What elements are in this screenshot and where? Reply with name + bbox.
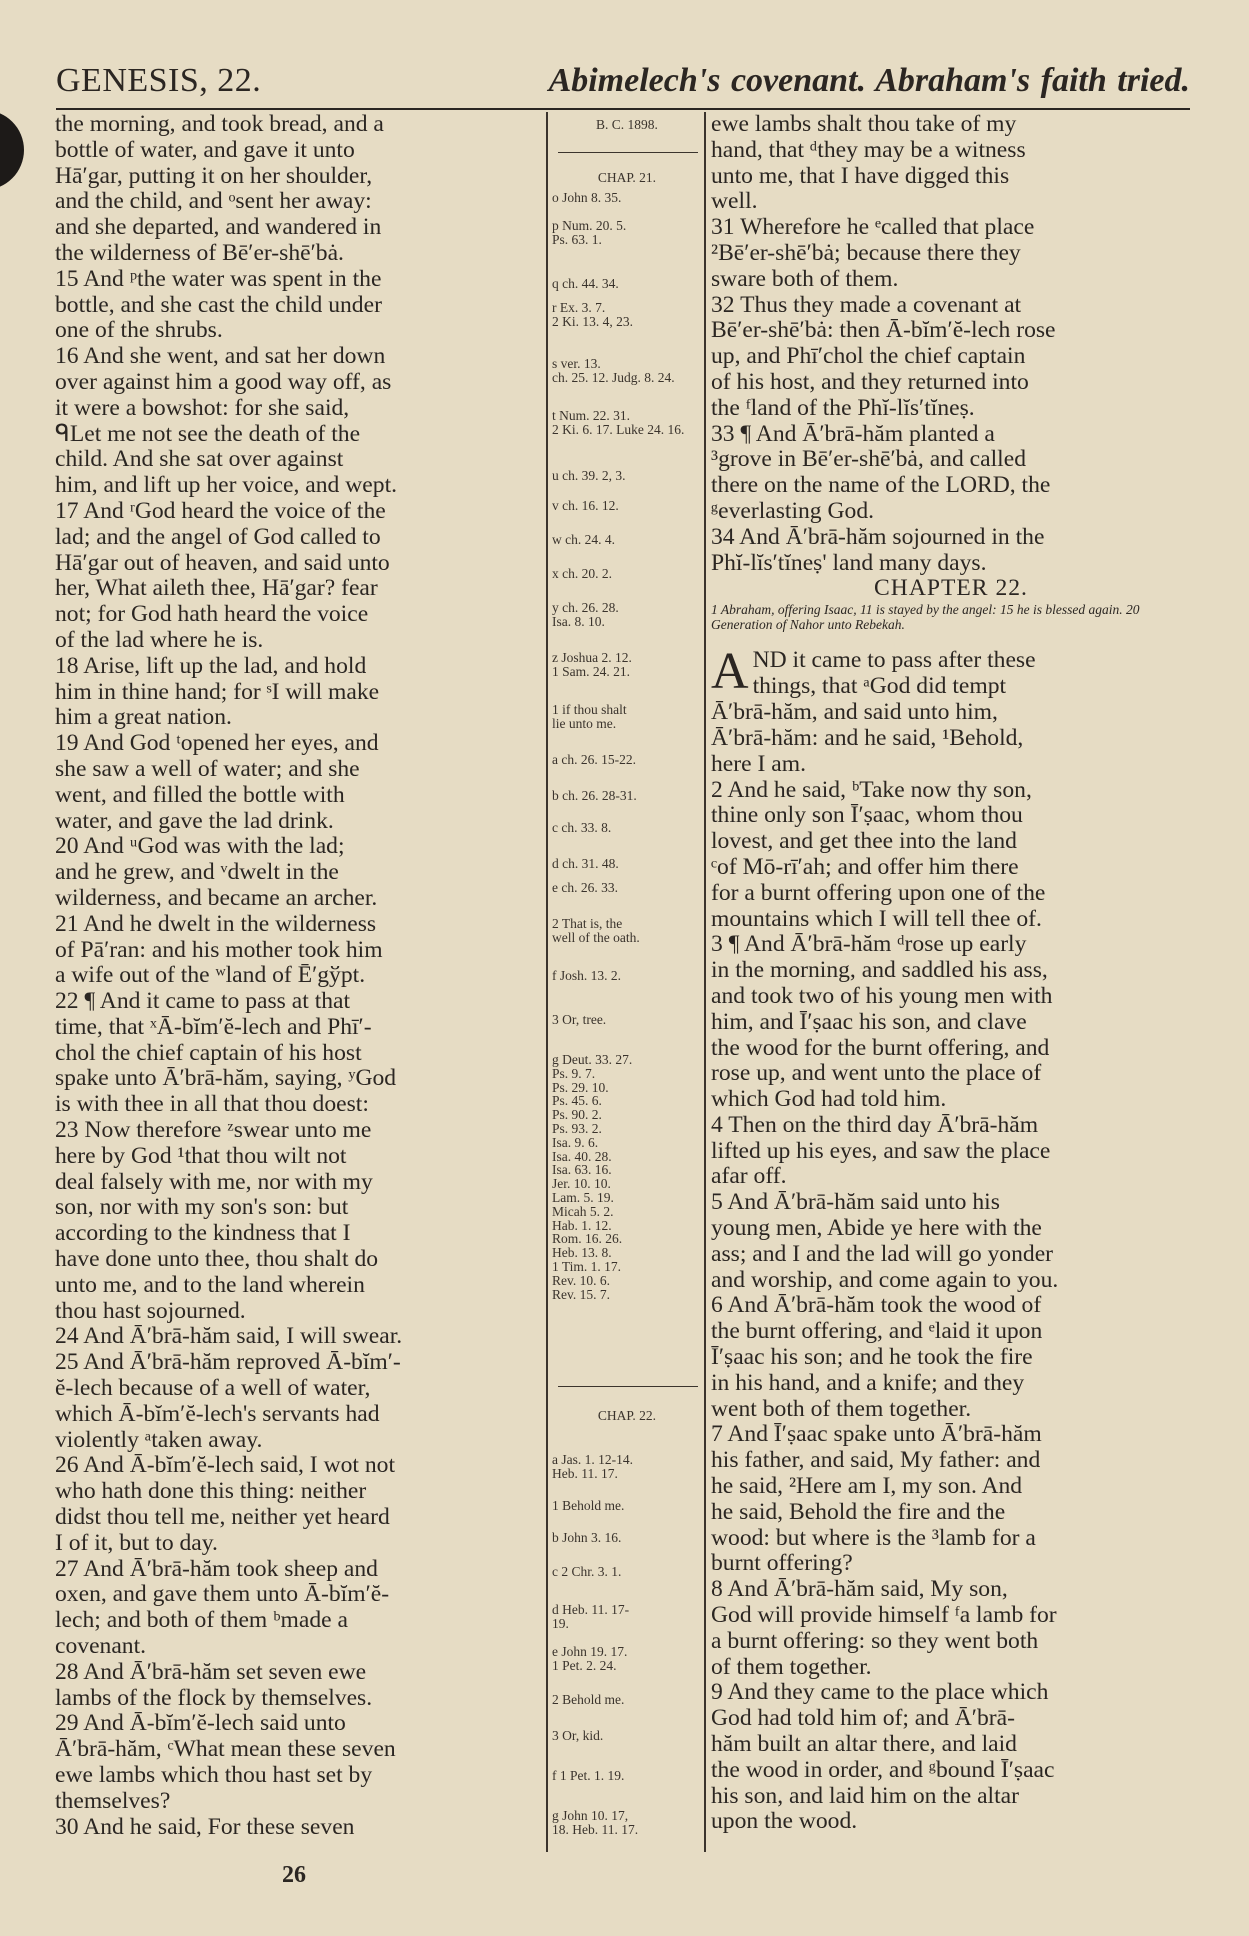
text-line: 21 And he dwelt in the wilderness [55,911,377,937]
cross-reference: Ps. 45. 6. [552,1093,602,1109]
cross-reference: Lam. 5. 19. [552,1190,614,1205]
text-line: burnt offering? [711,1551,853,1577]
cross-reference: b ch. 26. 28-31. [552,788,637,803]
cross-reference: 1 Behold me. [552,1498,625,1513]
text-line: for a burnt offering upon one of the [711,880,1046,906]
text-line: 28 And Ā′brā-hăm set seven ewe [55,1659,367,1685]
text-line: she saw a well of water; and she [55,756,360,782]
cross-reference: 1 Tim. 1. 17. [552,1259,622,1274]
text-line: 25 And Ā′brā-hăm reproved Ā-bĭm′- [55,1350,401,1376]
text-line: in his hand, and a knife; and they [711,1370,1025,1396]
text-line: which Ā-bĭm′ĕ-lech's servants had [55,1401,380,1427]
text-line: his father, and said, My father: and [711,1448,1041,1474]
text-line: a wife out of the ʷland of Ē′gўpt. [55,963,366,989]
text-line: lifted up his eyes, and saw the place [711,1138,1051,1164]
left-text-column [55,112,540,1840]
cross-reference: f Josh. 13. 2. [552,968,622,983]
text-line: mountains which I will tell thee of. [711,906,1042,932]
text-line: 16 And she went, and sat her down [55,344,386,370]
text-line: 4 Then on the third day Ā′brā-hăm [711,1112,1039,1138]
text-line: him, and Ī′ṣaac his son, and clave [711,1009,1027,1035]
cross-reference: Ps. 90. 2. [552,1107,602,1123]
text-line: Ā′brā-hăm, and said unto him, [711,700,998,726]
text-line: bottle of water, and gave it unto [55,137,355,163]
cross-reference: d ch. 31. 48. [552,856,619,871]
right-text-column [711,112,1191,1835]
text-line: 19 And God ᵗopened her eyes, and [55,731,379,757]
text-line: ND it came to pass after these [752,648,1036,674]
text-line: 31 Wherefore he ᵉcalled that place [711,215,1035,241]
text-line: over against him a good way off, as [55,369,392,395]
chapter-opening [711,643,1191,701]
cross-reference: d Heb. 11. 17- [552,1602,630,1617]
chapter-summary: 1 Abraham, offering Isaac, 11 is stayed by the angel: 15 he is blessed again. 20 Generation of Nahor unto Rebekah. [711,602,1140,633]
text-line: of the lad where he is. [55,627,264,653]
cross-reference: b John 3. 16. [552,1530,622,1545]
text-line: it were a bowshot: for she said, [55,395,350,421]
right-top-verses [711,112,1191,576]
text-line: 30 And he said, For these seven [55,1814,355,1840]
text-line: chol the chief captain of his host [55,1040,362,1066]
cross-reference: z Joshua 2. 12. [552,650,632,665]
cross-reference: v ch. 16. 12. [552,498,619,513]
cross-reference: 2 Ki. 13. 4, 23. [552,314,633,329]
text-line: the morning, and took bread, and a [55,112,384,137]
text-line: things, that ᵃGod did tempt [752,673,1007,699]
cross-reference: t Num. 22. 31. [552,408,631,423]
text-line: 24 And Ā′brā-hăm said, I will swear. [55,1324,403,1350]
cross-reference: 2 Ki. 6. 17. Luke 24. 16. [552,422,685,437]
text-line: ass; and I and the lad will go yonder [711,1241,1054,1267]
drop-cap-lines [711,643,1191,701]
text-line: 7 And Ī′ṣaac spake unto Ā′brā-hăm [711,1422,1042,1448]
text-line: of Pā′ran: and his mother took him [55,937,383,963]
text-line: him a great nation. [55,705,232,731]
text-line: covenant. [55,1634,147,1660]
cross-reference: Isa. 63. 16. [552,1162,612,1178]
text-line: young men, Abide ye here with the [711,1216,1042,1242]
text-line: him in thine hand; for ˢI will make [55,679,380,705]
text-line: 20 And ᵘGod was with the lad; [55,834,345,860]
text-line: not; for God hath heard the voice [55,602,369,628]
cross-reference: Micah 5. 2. [552,1203,614,1219]
text-line: according to the kindness that I [55,1221,351,1247]
text-line: thou hast sojourned. [55,1298,246,1324]
text-line: he said, ²Here am I, my son. And [711,1474,1023,1500]
right-bottom-verses [711,700,1191,1835]
cross-reference: Jer. 10. 10. [552,1176,611,1192]
cross-reference: o John 8. 35. [552,190,622,205]
text-line: 34 And Ā′brā-hăm sojourned in the [711,524,1045,550]
text-line: have done unto thee, thou shalt do [55,1247,379,1273]
cross-reference: Hab. 1. 12. [552,1217,612,1233]
chapter-title: CHAPTER 22. [874,576,1028,602]
text-line: upon the wood. [711,1809,858,1835]
cross-reference: Isa. 40. 28. [552,1148,612,1164]
text-line: 8 And Ā′brā-hăm said, My son, [711,1577,1008,1603]
running-header [56,60,1190,110]
right-column-rule [704,112,706,1852]
cross-reference: Ps. 93. 2. [552,1121,602,1136]
text-line: themselves? [55,1788,171,1814]
text-line: hand, that ᵈthey may be a witness [711,137,1026,163]
text-line: ewe lambs shalt thou take of my [711,112,1017,137]
text-line: ²Bē′er-shē′bȧ; because there they [711,240,1021,266]
text-line: there on the name of the LORD, the [711,473,1051,499]
cross-reference: w ch. 24. 4. [552,532,615,547]
cross-reference: well of the oath. [552,930,640,945]
reference-divider [558,1386,698,1387]
cross-reference: p Num. 20. 5. [552,218,627,233]
reference-chapter-heading: CHAP. 21. [597,170,657,185]
text-line: 29 And Ā-bĭm′ĕ-lech said unto [55,1711,346,1737]
cross-reference: a Jas. 1. 12-14. [552,1452,633,1467]
text-line: Hā′gar out of heaven, and said unto [55,550,390,576]
cross-reference: y ch. 26. 28. [552,600,619,615]
cross-reference: 3 Or, tree. [552,1012,607,1027]
cross-reference: ch. 25. 12. Judg. 8. 24. [552,370,675,385]
cross-reference: c ch. 33. 8. [552,820,612,835]
text-line: ᵍeverlasting God. [711,498,875,524]
text-line: 33 ¶ And Ā′brā-hăm planted a [711,421,995,447]
cross-reference: f 1 Pet. 1. 19. [552,1768,625,1783]
reference-divider [558,152,698,153]
reference-chapter-heading: CHAP. 22. [597,1408,657,1423]
cross-reference: s ver. 13. [552,356,601,371]
thumb-index-tab[interactable] [0,110,24,190]
text-line: Ī′ṣaac his son; and he took the fire [711,1345,1033,1371]
cross-reference: r Ex. 3. 7. [552,300,606,315]
text-line: 5 And Ā′brā-hăm said unto his [711,1190,1000,1216]
text-line: 3 ¶ And Ā′brā-hăm ᵈrose up early [711,932,1027,958]
cross-reference: 1 Pet. 2. 24. [552,1658,617,1673]
text-line: spake unto Ā′brā-hăm, saying, ʸGod [55,1066,397,1092]
text-line: 6 And Ā′brā-hăm took the wood of [711,1293,1042,1319]
cross-reference: Ps. 29. 10. [552,1079,609,1095]
text-line: God will provide himself ᶠa lamb for [711,1603,1057,1629]
text-line: wood: but where is the ³lamb for a [711,1525,1036,1551]
text-line: lovest, and get thee into the land [711,829,1017,855]
text-line: Hā′gar, putting it on her shoulder, [55,163,373,189]
text-line: him, and lift up her voice, and wept. [55,473,398,499]
text-line: ewe lambs which thou hast set by [55,1763,373,1788]
text-line: 27 And Ā′brā-hăm took sheep and [55,1556,378,1582]
text-line: didst thou tell me, neither yet heard [55,1505,390,1531]
drop-cap: A [711,643,749,701]
cross-reference: Isa. 9. 6. [552,1134,599,1150]
text-line: 23 Now therefore ᶻswear unto me [55,1118,372,1144]
cross-reference: 19. [552,1616,569,1631]
text-line: here by God ¹that thou wilt not [55,1143,347,1169]
text-line: which God had told him. [711,1087,947,1113]
text-line: afar off. [711,1164,787,1190]
text-line: son, nor with my son's son: but [55,1195,349,1221]
text-line: the wood in order, and ᵍbound Ī′ṣaac [711,1757,1055,1783]
text-line: time, that ˣĀ-bĭm′ĕ-lech and Phī′- [55,1014,372,1040]
text-line: water, and gave the lad drink. [55,808,334,834]
text-line: and worship, and come again to you. [711,1267,1059,1293]
text-line: unto me, and to the land wherein [55,1272,365,1298]
text-line: bottle, and she cast the child under [55,292,382,318]
text-line: 2 And he said, ᵇTake now thy son, [711,777,1032,803]
text-line: and took two of his young men with [711,983,1053,1009]
text-line: wilderness, and became an archer. [55,885,378,911]
text-line: 22 ¶ And it came to pass at that [55,989,351,1015]
text-line: and he grew, and ᵛdwelt in the [55,860,339,886]
text-line: rose up, and went unto the place of [711,1061,1042,1087]
cross-reference: q ch. 44. 34. [552,276,619,291]
text-line: Phĭ-lĭs′tĭneṣ' land many days. [711,550,987,576]
text-line: he said, Behold the fire and the [711,1499,1006,1525]
text-line: well. [711,189,758,215]
cross-reference: Isa. 8. 10. [552,614,605,629]
text-line: of his host, and they returned into [711,369,1029,395]
text-line: 26 And Ā-bĭm′ĕ-lech said, I wot not [55,1453,396,1479]
cross-reference: Ps. 63. 1. [552,232,602,247]
text-line: ᑫLet me not see the death of the [55,421,361,447]
text-line: a burnt offering: so they went both [711,1628,1039,1654]
text-line: unto me, that I have digged this [711,163,1010,189]
text-line: child. And she sat over against [55,447,344,473]
cross-reference: Heb. 13. 8. [552,1245,612,1261]
text-line: oxen, and gave them unto Ā-bĭm′ĕ- [55,1582,390,1608]
cross-reference: Heb. 11. 17. [552,1466,618,1481]
cross-reference: lie unto me. [552,716,617,731]
cross-reference: 3 Or, kid. [552,1728,604,1743]
text-line: thine only son Ī′ṣaac, whom thou [711,803,1023,829]
text-line: here I am. [711,751,806,777]
text-line: deal falsely with me, nor with my [55,1169,373,1195]
text-line: her, What aileth thee, Hā′gar? fear [55,576,378,602]
cross-reference: g Deut. 33. 27. [552,1052,633,1067]
text-line: ĕ-lech because of a well of water, [55,1376,371,1402]
text-line: hăm built an altar there, and laid [711,1732,1017,1758]
cross-reference: Ps. 9. 7. [552,1065,596,1081]
text-line: lad; and the angel of God called to [55,524,381,550]
text-line: up, and Phī′chol the chief captain [711,344,1026,370]
text-line: ³grove in Bē′er-shē′bȧ, and called [711,447,1026,473]
text-line: in the morning, and saddled his ass, [711,958,1048,984]
text-line: 18 Arise, lift up the lad, and hold [55,653,367,679]
book-chapter-title: GENESIS, 22. [56,62,262,99]
cross-reference: 1 Sam. 24. 21. [552,664,631,679]
cross-reference: Rev. 15. 7. [552,1286,610,1302]
section-titles: Abimelech's covenant. Abraham's faith tried. [548,62,1190,99]
cross-reference: g John 10. 17, [552,1808,629,1823]
cross-reference: e John 19. 17. [552,1644,628,1659]
text-line: who hath done this thing: neither [55,1479,367,1505]
cross-reference: e ch. 26. 33. [552,880,618,895]
text-line: Ā′brā-hăm: and he said, ¹Behold, [711,725,1024,751]
cross-reference: 18. Heb. 11. 17. [552,1822,639,1837]
text-line: lech; and both of them ᵇmade a [55,1608,348,1634]
text-line: is with thee in all that thou doest: [55,1092,369,1118]
text-line: violently ᵃtaken away. [55,1427,263,1453]
text-line: his son, and laid him on the altar [711,1783,1019,1809]
cross-reference: 1 if thou shalt [552,702,627,717]
text-line: the wood for the burnt offering, and [711,1035,1050,1061]
text-line: I of it, but to day. [55,1530,218,1556]
text-line: 9 And they came to the place which [711,1680,1049,1706]
text-line: sware both of them. [711,266,899,292]
text-line: lambs of the flock by themselves. [55,1685,373,1711]
date-note: B. C. 1898. [596,117,658,132]
cross-reference: 2 Behold me. [552,1692,625,1707]
text-line: and the child, and ᵒsent her away: [55,189,372,215]
cross-reference: a ch. 26. 15-22. [552,752,636,767]
page-number: 26 [282,1862,306,1888]
text-line: God had told him of; and Ā′brā- [711,1706,1015,1732]
cross-reference: u ch. 39. 2, 3. [552,468,626,483]
cross-reference: x ch. 20. 2. [552,566,612,581]
text-line: went, and filled the bottle with [55,782,345,808]
text-line: 32 Thus they made a covenant at [711,292,1022,318]
text-line: and she departed, and wandered in [55,215,382,241]
cross-reference: Rev. 10. 6. [552,1272,610,1288]
text-line: one of the shrubs. [55,318,223,344]
text-line: of them together. [711,1654,872,1680]
text-line: 15 And ᵖthe water was spent in the [55,266,382,292]
text-line: the ᶠland of the Phĭ-lĭs′tĭneṣ. [711,395,975,421]
text-line: ᶜof Mō-rī′ah; and offer him there [711,854,1019,880]
cross-reference: Rom. 16. 26. [552,1231,623,1247]
text-line: went both of them together. [711,1396,972,1422]
text-line: the burnt offering, and ᵉlaid it upon [711,1319,1043,1345]
cross-reference: c 2 Chr. 3. 1. [552,1564,622,1579]
text-line: 17 And ʳGod heard the voice of the [55,498,386,524]
left-column-rule [546,112,548,1852]
cross-reference: 2 That is, the [552,916,623,931]
text-line: the wilderness of Bē′er-shē′bȧ. [55,240,344,266]
text-line: Bē′er-shē′bȧ: then Ā-bĭm′ĕ-lech rose [711,318,1056,344]
text-line: Ā′brā-hăm, ᶜWhat mean these seven [55,1737,396,1763]
